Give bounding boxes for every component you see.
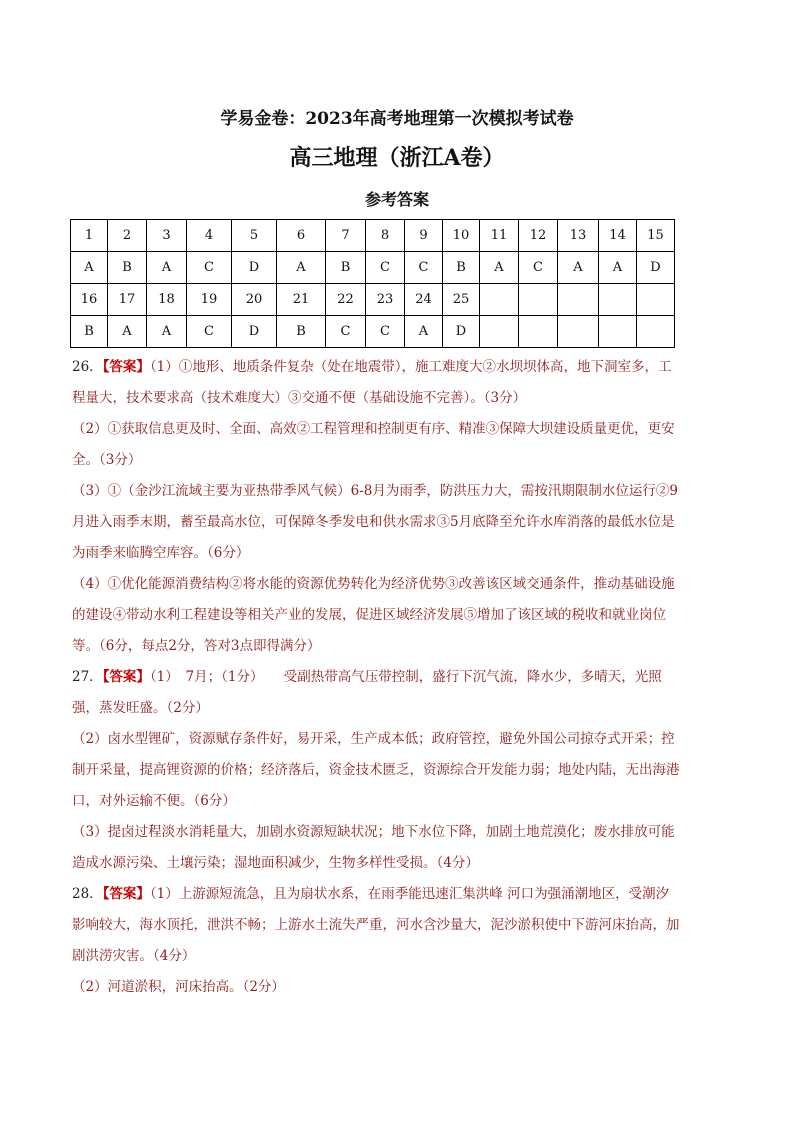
question-number-cell [519, 284, 558, 316]
question-number-cell: 6 [277, 220, 326, 252]
table-row [71, 220, 675, 252]
question-number: 28． [72, 886, 103, 902]
answer-cell: A [147, 252, 187, 284]
answer-cell: C [405, 252, 443, 284]
question-number-cell: 1 [71, 220, 108, 252]
question-number-cell: 19 [187, 284, 232, 316]
answer-cell [558, 316, 599, 348]
question-number-cell: 20 [232, 284, 277, 316]
answer-cell: B [108, 252, 147, 284]
answer-cell: A [108, 316, 147, 348]
question-number-cell: 12 [519, 220, 558, 252]
question-number: 27． [72, 669, 103, 685]
answer-cell [637, 316, 675, 348]
question-number-cell: 25 [443, 284, 480, 316]
answer-cell: A [558, 252, 599, 284]
q27-part2: （2）卤水型锂矿，资源赋存条件好，易开采，生产成本低；政府管控，避免外国公司掠夺式开采；控制开采量，提高锂资源的价格；经济落后，资金技术匮乏，资源综合开发能力弱；地处内陆，无出海港口，对外运输不便。（6分） [72, 731, 680, 809]
q26-part3: （3）①（金沙江流域主要为亚热带季风气候）6-8月为雨季，防洪压力大，需按汛期限制水位运行②9月进入雨季末期，蓄至最高水位，可保障冬季发电和供水需求③5月底降至允许水库消落的最低水位是为雨季来临腾空库容。（6分） [72, 483, 678, 561]
answer-tag: 【答案】 [102, 669, 150, 685]
question-number-cell: 23 [366, 284, 405, 316]
answer-cell: B [326, 252, 366, 284]
answer-cell: A [480, 252, 519, 284]
question-number-cell: 4 [187, 220, 232, 252]
q26-part2: （2）①获取信息更及时、全面、高效②工程管理和控制更有序、精准③保障大坝建设质量更优，更安全。（3分） [72, 421, 675, 468]
exam-title: 学易金卷：2023年高考地理第一次模拟考试卷 [220, 109, 574, 129]
q26-part4: （4）①优化能源消费结构②将水能的资源优势转化为经济优势③改善该区域交通条件，推动基础设施的建设④带动水利工程建设等相关产业的发展，促进区域经济发展⑤增加了该区域的税收和就业岗位等。（6分，每点2分，答对3点即得满分） [72, 576, 675, 654]
question-number-cell: 24 [405, 284, 443, 316]
question-number-cell [637, 284, 675, 316]
q28-part2: （2）河道淤积，河床抬高。（2分） [72, 979, 285, 995]
answer-cell: A [277, 252, 326, 284]
answer-cell: D [637, 252, 675, 284]
question-number-cell: 5 [232, 220, 277, 252]
question-number: 26． [72, 359, 103, 375]
question-number-cell: 21 [277, 284, 326, 316]
answer-cell: C [187, 252, 232, 284]
answer-cell: C [519, 252, 558, 284]
table-row [71, 316, 675, 348]
answer-cell: A [147, 316, 187, 348]
question-number-cell: 14 [599, 220, 637, 252]
answer-table [70, 219, 675, 348]
answer-text: （1）上游源短流急，且为扇状水系，在雨季能迅速汇集洪峰 河口为强涌潮地区，受潮汐影响较大，海水顶托，泄洪不畅；上游水土流失严重，河水含沙量大，泥沙淤积使中下游河床抬高，加剧洪涝灾害。（4分） [72, 886, 680, 964]
answer-cell [599, 316, 637, 348]
q26-part1 [72, 352, 682, 414]
answer-text: （1） 7月；（1分） 受副热带高气压带控制，盛行下沉气流，降水少，多晴天，光照强，蒸发旺盛。（2分） [72, 669, 662, 716]
question-number-cell [599, 284, 637, 316]
answer-text: （1）①地形、地质条件复杂（处在地震带），施工难度大②水坝坝体高，地下洞室多，工程量大，技术要求高（技术难度大）③交通不便（基础设施不完善）。（3分） [72, 359, 672, 406]
question-number-cell: 17 [108, 284, 147, 316]
answer-cell: C [187, 316, 232, 348]
question-number-cell [558, 284, 599, 316]
question-number-cell: 3 [147, 220, 187, 252]
answer-cell: C [366, 316, 405, 348]
answer-cell: C [326, 316, 366, 348]
question-number-cell: 13 [558, 220, 599, 252]
answer-explanations [72, 352, 682, 1003]
question-number-cell: 2 [108, 220, 147, 252]
answer-cell: B [71, 316, 108, 348]
answer-cell: D [232, 316, 277, 348]
question-number-cell [480, 284, 519, 316]
question-number-cell: 9 [405, 220, 443, 252]
answer-cell: D [443, 316, 480, 348]
question-number-cell: 18 [147, 284, 187, 316]
answer-cell: A [599, 252, 637, 284]
exam-subtitle: 高三地理（浙江A卷） [289, 145, 505, 171]
answer-cell: A [71, 252, 108, 284]
question-number-cell: 7 [326, 220, 366, 252]
answer-tag: 【答案】 [102, 359, 150, 375]
answer-tag: 【答案】 [102, 886, 150, 902]
question-number-cell: 22 [326, 284, 366, 316]
answer-cell [480, 316, 519, 348]
answer-cell: B [277, 316, 326, 348]
question-number-cell: 15 [637, 220, 675, 252]
q27-part1 [72, 662, 682, 724]
answer-cell: D [232, 252, 277, 284]
q28-part1 [72, 879, 682, 972]
q27-part3: （3）提卤过程淡水消耗量大，加剧水资源短缺状况；地下水位下降，加剧土地荒漠化；废水排放可能造成水源污染、土壤污染；湿地面积减少，生物多样性受损。（4分） [72, 824, 675, 871]
question-number-cell: 11 [480, 220, 519, 252]
answer-cell: A [405, 316, 443, 348]
table-row [71, 284, 675, 316]
question-number-cell: 16 [71, 284, 108, 316]
answer-cell: C [366, 252, 405, 284]
question-number-cell: 8 [366, 220, 405, 252]
answer-cell: B [443, 252, 480, 284]
table-row [71, 252, 675, 284]
answer-cell [519, 316, 558, 348]
question-number-cell: 10 [443, 220, 480, 252]
section-title: 参考答案 [364, 190, 429, 209]
